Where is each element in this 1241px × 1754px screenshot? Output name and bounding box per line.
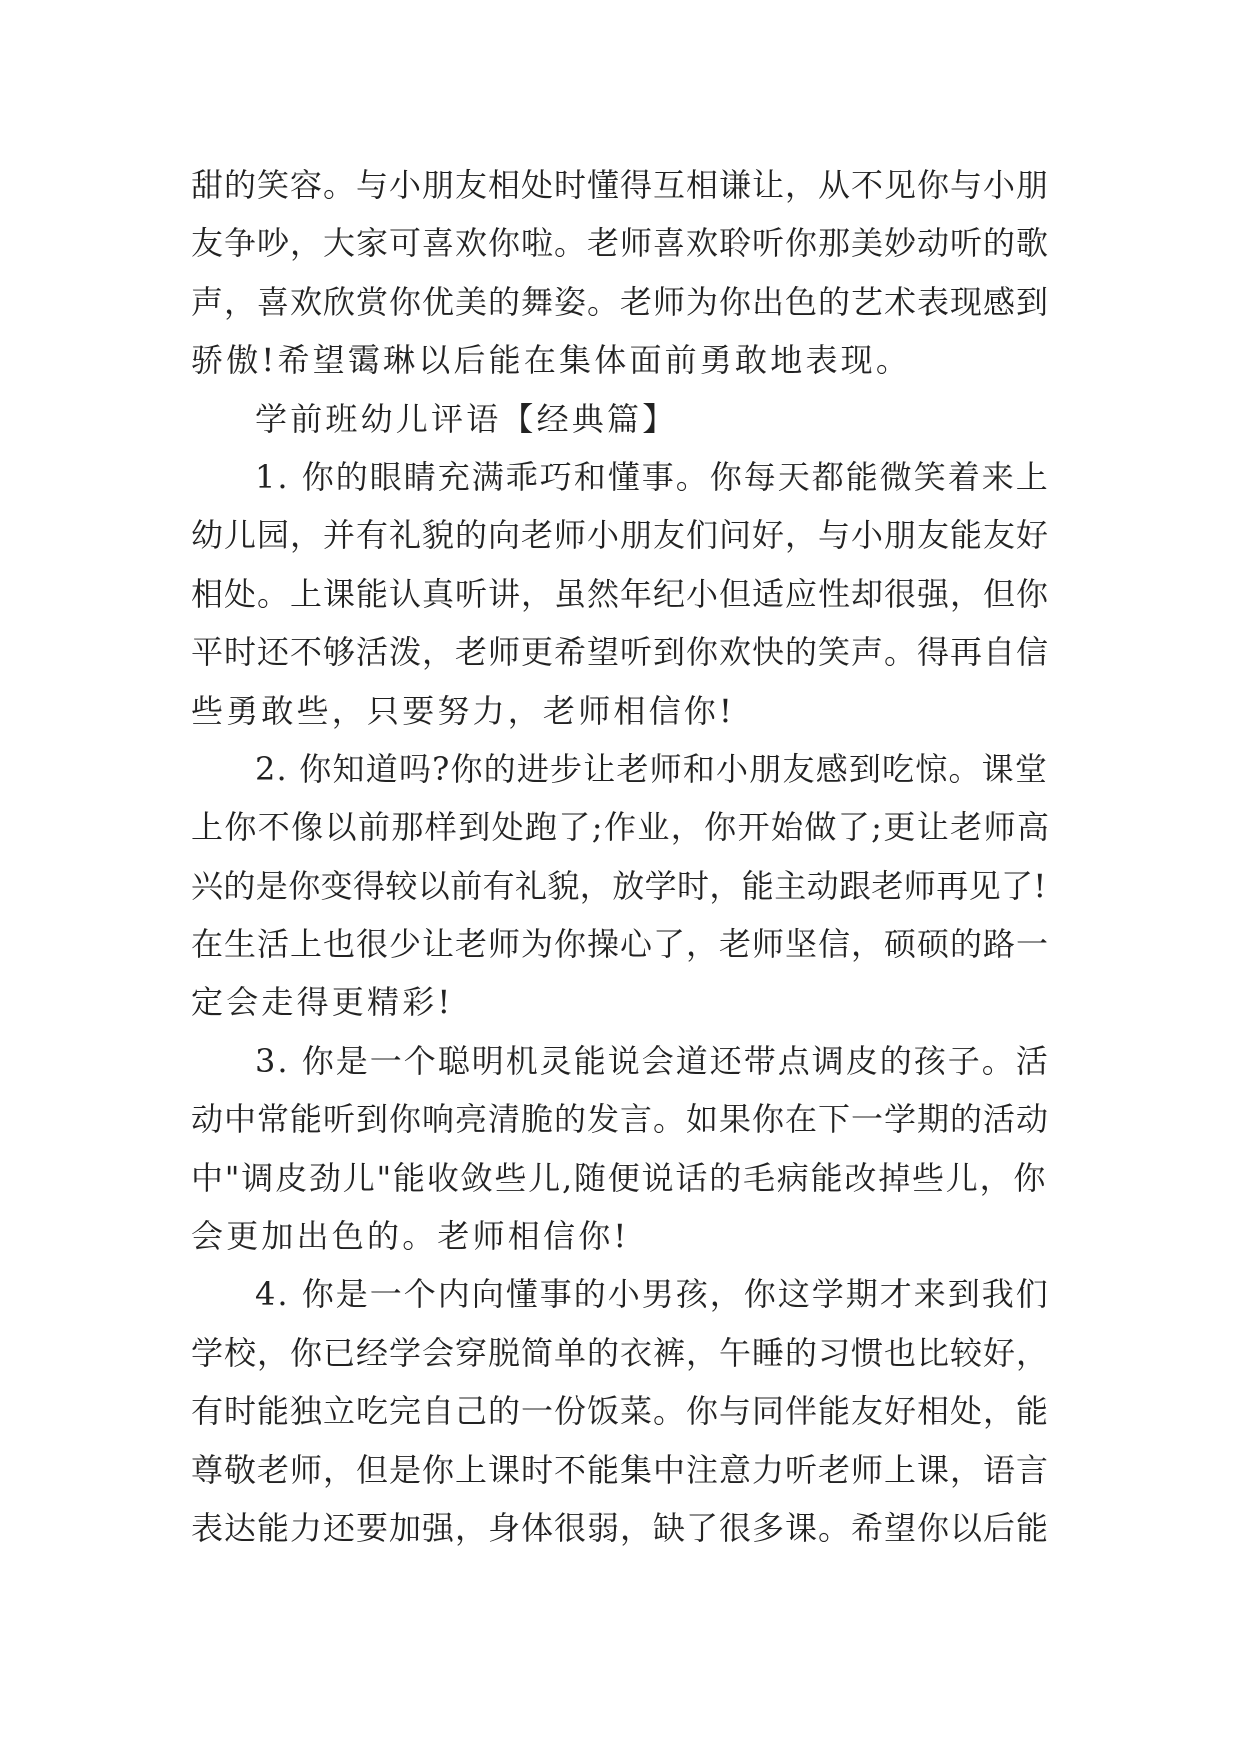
text-line: 学校，你已经学会穿脱简单的衣裤，午睡的习惯也比较好， [191,1333,1050,1372]
text-line: 甜的笑容。与小朋友相处时懂得互相谦让，从不见你与小朋 [191,166,1050,204]
text-line: 动中常能听到你响亮清脆的发言。如果你在下一学期的活动 [191,1100,1050,1139]
paragraph-4-start: 4. 你是一个内向懂事的小男孩，你这学期才来到我们 [255,1275,1050,1314]
paragraph-2-start: 2. 你知道吗?你的进步让老师和小朋友感到吃惊。课堂 [255,749,1049,788]
text-line: 表达能力还要加强，身体很弱，缺了很多课。希望你以后能 [191,1508,1050,1547]
text-line: 声，喜欢欣赏你优美的舞姿。老师为你出色的艺术表现感到 [191,282,1050,321]
text-line: 骄傲!希望霭琳以后能在集体面前勇敢地表现。 [191,341,912,380]
text-line: 在生活上也很少让老师为你操心了，老师坚信，硕硕的路一 [191,925,1050,964]
text-line: 平时还不够活泼，老师更希望听到你欢快的笑声。得再自信 [191,633,1050,672]
text-line: 兴的是你变得较以前有礼貌，放学时，能主动跟老师再见了! [191,866,1047,905]
text-line: 中"调皮劲儿"能收敛些儿,随便说话的毛病能改掉些儿，你 [191,1158,1048,1197]
paragraph-3-start: 3. 你是一个聪明机灵能说会道还带点调皮的孩子。活 [255,1041,1050,1080]
text-line: 有时能独立吃完自己的一份饭菜。你与同伴能友好相处，能 [191,1392,1050,1431]
text-line: 尊敬老师，但是你上课时不能集中注意力听老师上课，语言 [191,1450,1050,1489]
text-line: 些勇敢些，只要努力，老师相信你! [191,691,736,730]
text-line: 定会走得更精彩! [191,983,454,1022]
text-line: 友争吵，大家可喜欢你啦。老师喜欢聆听你那美妙动听的歌 [191,224,1050,263]
text-line: 相处。上课能认真听讲，虽然年纪小但适应性却很强，但你 [191,574,1050,613]
document-body [191,156,1051,1557]
paragraph-1-start: 1. 你的眼睛充满乖巧和懂事。你每天都能微笑着来上 [255,457,1050,496]
text-line: 上你不像以前那样到处跑了;作业，你开始做了;更让老师高 [191,808,1051,847]
text-line: 会更加出色的。老师相信你! [191,1217,630,1256]
text-line: 幼儿园，并有礼貌的向老师小朋友们问好，与小朋友能友好 [191,516,1050,555]
section-heading: 学前班幼儿评语【经典篇】 [255,399,678,438]
